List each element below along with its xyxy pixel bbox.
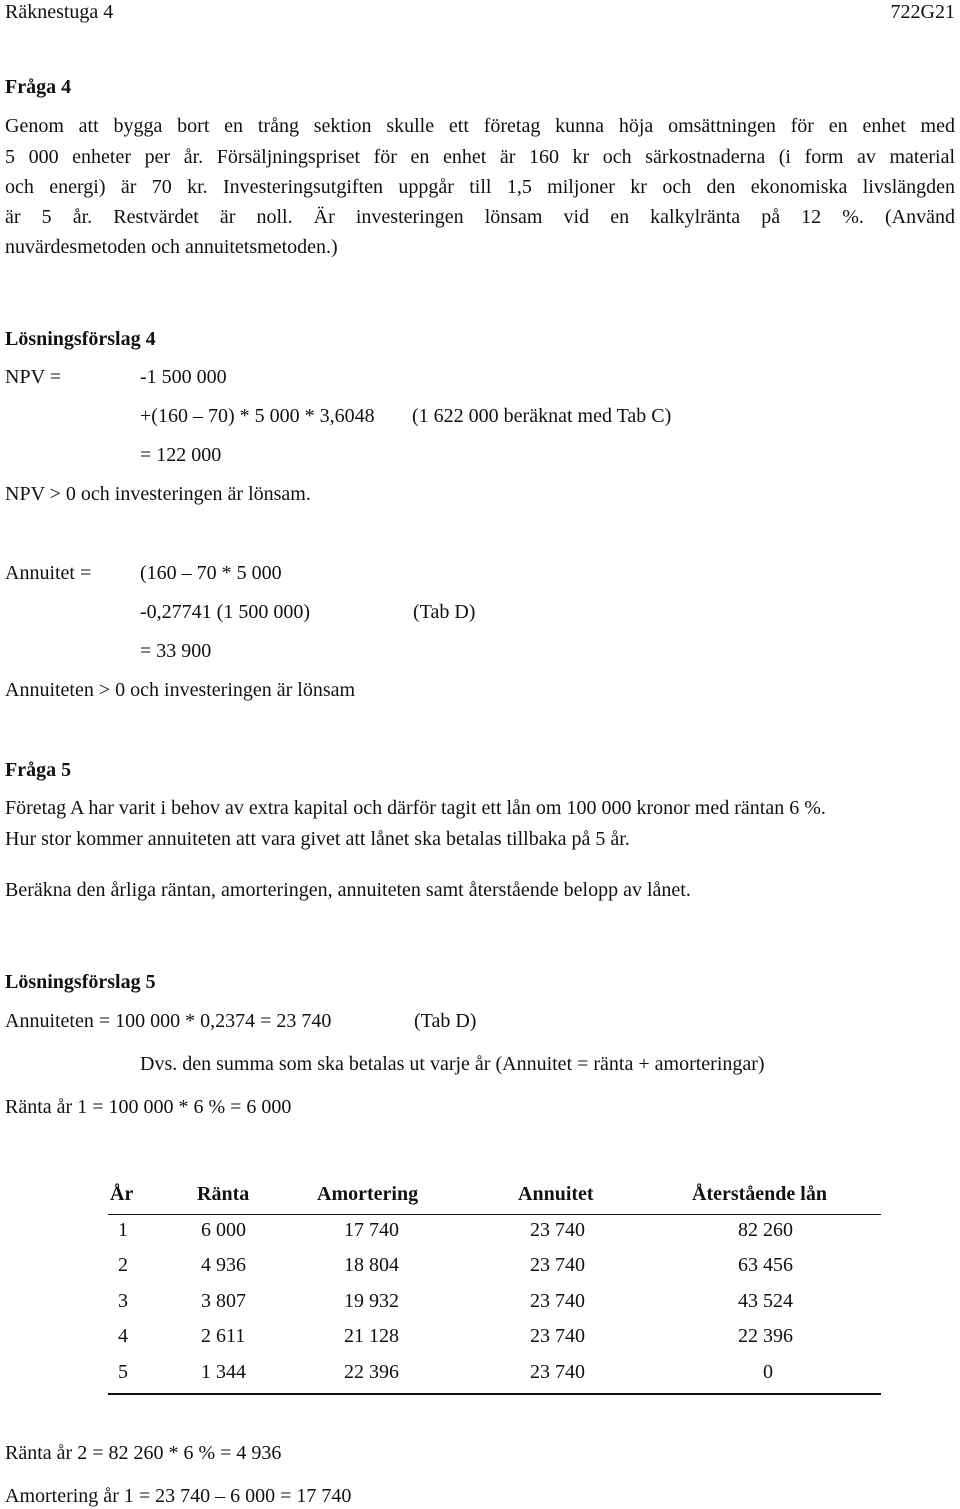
- table-cell: 22 396: [344, 1361, 399, 1383]
- table-cell: 0: [763, 1361, 773, 1383]
- table-cell: 4 936: [201, 1254, 246, 1276]
- header-right: 722G21: [890, 1, 955, 23]
- interest-year-2: Ränta år 2 = 82 260 * 6 % = 4 936: [5, 1442, 282, 1464]
- annuity-label: Annuitet =: [5, 562, 92, 584]
- solution-4-title: Lösningsförslag 4: [5, 328, 156, 350]
- table-header: Återstående lån: [692, 1183, 827, 1205]
- npv-line: +(160 – 70) * 5 000 * 3,6048: [140, 405, 375, 427]
- annuity-line: = 33 900: [140, 640, 212, 662]
- question-4-line: nuvärdesmetoden och annuitetsmetoden.): [5, 236, 338, 258]
- question-4-line: och energi) är 70 kr. Investeringsutgiften uppgår till 1,5 miljoner kr och den ekonomiska livslängden: [5, 176, 955, 198]
- annuity-calculation-note: (Tab D): [414, 1010, 477, 1032]
- npv-line: -1 500 000: [140, 366, 227, 388]
- npv-note: (1 622 000 beräknat med Tab C): [412, 405, 672, 427]
- table-header: År: [110, 1183, 134, 1205]
- question-5-line: Företag A har varit i behov av extra kapital och därför tagit ett lån om 100 000 kronor med räntan 6 %.: [5, 797, 826, 819]
- npv-line: = 122 000: [140, 444, 222, 466]
- table-cell: 6 000: [201, 1219, 246, 1241]
- table-cell: 4: [118, 1325, 128, 1347]
- table-bottom-rule: [108, 1393, 881, 1395]
- table-header-rule: [108, 1214, 881, 1215]
- question-4-title: Fråga 4: [5, 76, 72, 98]
- table-header: Ränta: [197, 1183, 250, 1205]
- table-cell: 2: [118, 1254, 128, 1276]
- table-cell: 23 740: [530, 1254, 585, 1276]
- table-cell: 5: [118, 1361, 128, 1383]
- question-5-line: Hur stor kommer annuiteten att vara givet att lånet ska betalas tillbaka på 5 år.: [5, 828, 630, 850]
- solution-5-title: Lösningsförslag 5: [5, 971, 156, 993]
- table-header: Amortering: [317, 1183, 419, 1205]
- table-cell: 19 932: [344, 1290, 399, 1312]
- question-4-line: är 5 år. Restvärdet är noll. Är investeringen lönsam vid en kalkylränta på 12 %. (Använd: [5, 206, 955, 228]
- annuity-conclusion: Annuiteten > 0 och investeringen är lönsam: [5, 679, 356, 701]
- table-header: Annuitet: [518, 1183, 594, 1205]
- header-left: Räknestuga 4: [5, 1, 114, 23]
- table-cell: 3 807: [201, 1290, 246, 1312]
- annuity-note: (Tab D): [413, 601, 476, 623]
- table-cell: 18 804: [344, 1254, 399, 1276]
- table-cell: 22 396: [738, 1325, 793, 1347]
- table-cell: 82 260: [738, 1219, 793, 1241]
- table-cell: 17 740: [344, 1219, 399, 1241]
- interest-year-1: Ränta år 1 = 100 000 * 6 % = 6 000: [5, 1096, 292, 1118]
- table-cell: 1 344: [201, 1361, 246, 1383]
- table-cell: 23 740: [530, 1361, 585, 1383]
- table-cell: 23 740: [530, 1290, 585, 1312]
- table-cell: 63 456: [738, 1254, 793, 1276]
- npv-conclusion: NPV > 0 och investeringen är lönsam.: [5, 483, 311, 505]
- table-cell: 2 611: [201, 1325, 246, 1347]
- annuity-line: -0,27741 (1 500 000): [140, 601, 310, 623]
- table-cell: 23 740: [530, 1219, 585, 1241]
- annuity-line: (160 – 70 * 5 000: [140, 562, 282, 584]
- amortization-year-1: Amortering år 1 = 23 740 – 6 000 = 17 740: [5, 1485, 352, 1507]
- table-cell: 43 524: [738, 1290, 793, 1312]
- table-cell: 21 128: [344, 1325, 399, 1347]
- npv-label: NPV =: [5, 366, 61, 388]
- table-cell: 1: [118, 1219, 128, 1241]
- question-5-title: Fråga 5: [5, 759, 72, 781]
- annuity-calculation: Annuiteten = 100 000 * 0,2374 = 23 740: [5, 1010, 332, 1032]
- table-cell: 23 740: [530, 1325, 585, 1347]
- question-4-line: Genom att bygga bort en trång sektion skulle ett företag kunna höja omsättningen för en enhet med: [5, 115, 955, 137]
- question-5-line: Beräkna den årliga räntan, amorteringen, annuiteten samt återstående belopp av lånet.: [5, 879, 691, 901]
- table-cell: 3: [118, 1290, 128, 1312]
- annuity-explanation: Dvs. den summa som ska betalas ut varje år (Annuitet = ränta + amorteringar): [140, 1053, 765, 1075]
- question-4-line: 5 000 enheter per år. Försäljningspriset för en enhet är 160 kr och särkostnaderna (i form av material: [5, 146, 955, 168]
